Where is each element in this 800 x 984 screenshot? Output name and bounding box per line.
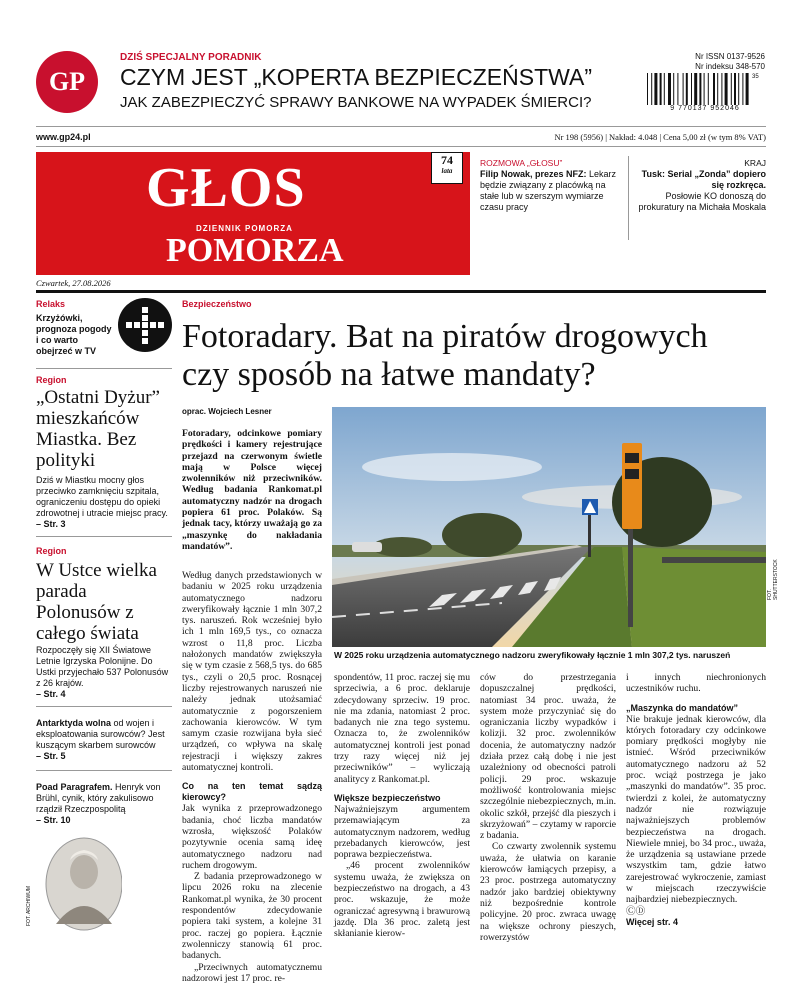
header-divider [36, 126, 766, 127]
item-paragraph[interactable]: Poad Paragrafem. Henryk von Brühl, cynik, który zakulisowo rządził Rzeczpospolitą – Str. 10 [36, 782, 161, 825]
anniversary-badge [431, 152, 463, 184]
region2-ref[interactable]: – Str. 4 [36, 689, 66, 699]
col1-subhead: Co na ten temat sądzą kierowcy? [182, 781, 322, 803]
sidebar-divider-3 [36, 706, 172, 707]
teaser-country-label: KRAJ [744, 158, 766, 168]
sidebar-divider-2 [36, 536, 172, 537]
article-col3: ców do przestrzegania dopuszczalnej prędkości, natomiast 34 proc. uważa, że system może przyczyniać się do ograniczania liczby wypadków i kolizji. 32 proc. zwolenników docenia, że automatyczny nadzór działa przez całą dobę i nie jest uzależniony od obecności patroli policji. 29 proc. wskazuje możliwość kontrolowania miejsc szczególnie niebezpiecznych, m.in. okolic szkół, przejść dla pieszych i skrzyżowań” – czytamy w raporcie z badania. Co czwarty zwolennik systemu uważa, że ułatwia on karanie kierowców łamiących przepisy, a 23 proc. postrzega automatyczny nadzór jako bardziej obiektywny niż bezpośrednie kontrole policyjne. 20 proc. zwraca uwagę na większe ochrony pieszych, rowerzystów [480, 672, 616, 943]
gp-logo[interactable]: GP [36, 51, 98, 113]
masthead-banner[interactable] [36, 152, 470, 275]
header-kicker: DZIŚ SPECJALNY PORADNIK [120, 52, 262, 63]
portrait-image [36, 836, 122, 932]
article-col2: spondentów, 11 proc. raczej się mu sprzeciwia, a 6 proc. deklaruje zdecydowany sprzeciw. 19 proc. nie ma zdania, natomiast 2 proc. badanych nie zna tego systemu. Oznacza to, że zwolenników automatycznej kontroli jest ponad trzy razy więcej niż jej przeciwników” – wyliczają analitycy z Rankomat.pl. Większe bezpieczeństwo Najważniejszym argumentem przemawiającym za automatycznym nadzorem, według przebadanych kierowców, jest poprawa bezpieczeństwa. „46 procent zwolenników systemu uważa, że zwiększa on bezpieczeństwo na drogach, a 43 proc. wskazuje, że może ograniczać agresywną i brawurową jazdę. Dla 36 proc. zaletą jest skłanianie kierow- [334, 672, 470, 940]
region2-label: Region [36, 546, 67, 556]
teaser-divider [628, 156, 629, 240]
teaser-country[interactable] [636, 158, 766, 213]
teaser-interview-lead: Filip Nowak, prezes NFZ: [480, 169, 587, 179]
relaks-text[interactable]: Krzyżówki, prognoza pogody i co warto obejrzeć w TV [36, 313, 112, 356]
index-number: Nr indeksu 348-570 [695, 62, 765, 71]
teaser-country-text: Posłowie KO donoszą do prokuratury na Michała Moskala [638, 191, 766, 212]
issue-date: Czwartek, 27.08.2026 [36, 278, 111, 288]
teaser-interview-text: Lekarz będzie związany z placówką na stałe lub w szerszym wymiarze czasu pracy [480, 169, 617, 212]
issn-number: Nr ISSN 0137-9526 [695, 52, 765, 61]
crossword-icon[interactable] [118, 298, 172, 352]
header-subhead: JAK ZABEZPIECZYĆ SPRAWY BANKOWE NA WYPADEK ŚMIERCI? [120, 94, 592, 111]
article-section: Bezpieczeństwo [182, 299, 252, 309]
masthead-title-bottom: POMORZA [166, 232, 344, 269]
article-title[interactable]: Fotoradary. Bat na piratów drogowych czy sposób na łatwe mandaty? [182, 318, 708, 393]
article-byline: oprac. Wojciech Lesner [182, 407, 272, 416]
photo-credit: FOT. SHUTTERSTOCK [767, 559, 779, 600]
website-link[interactable]: www.gp24.pl [36, 132, 91, 142]
region2-text: Rozpoczęły się XII Światowe Letnie Igrzyska Polonijne. Do Ustki przyjechało 537 Polonusów z 26 krajów. – Str. 4 [36, 645, 169, 699]
header-headline[interactable]: CZYM JEST „KOPERTA BEZPIECZEŃSTWA” [120, 64, 592, 90]
barcode-addon: 35 [752, 74, 759, 80]
photo-caption: W 2025 roku urządzenia automatycznego nadzoru zweryfikowały łącznie 1 mln 307,2 tys. naruszeń [334, 650, 731, 660]
article-sign: ⒸⒹ [626, 905, 646, 917]
anniversary-label: lata [441, 167, 453, 175]
issue-info: Nr 198 (5956) | Nakład: 4.048 | Cena 5,00 zł (w tym 8% VAT) [554, 132, 766, 142]
item-antarctica-ref[interactable]: – Str. 5 [36, 751, 66, 761]
sidebar-divider-1 [36, 368, 172, 369]
masthead-title-top: GŁOS [146, 157, 306, 219]
continued-ref[interactable]: Więcej str. 4 [626, 916, 678, 927]
issn-block [640, 52, 765, 72]
col4-subhead: „Maszynka do mandatów” [626, 702, 739, 713]
barcode [645, 73, 765, 113]
col2-subhead: Większe bezpieczeństwo [334, 792, 441, 803]
teaser-country-lead: Tusk: Serial „Zonda” dopiero się rozkręca. [641, 169, 766, 190]
teaser-interview-label: ROZMOWA „GŁOSU” [480, 158, 563, 168]
article-lead: Fotoradary, odcinkowe pomiary prędkości i kamery rejestrujące przejazd na czerwonym świetle mają w Polsce więcej zwolenników niż przeciwników. Według badania Rankomat.pl automatyczny nadzór na drogach popiera 61 proc. Polaków. Są jednak tacy, którzy uważają go za „maszynkę do nakładania mandatów”. [182, 428, 322, 552]
region1-ref[interactable]: – Str. 3 [36, 519, 66, 529]
article-col1: Według danych przedstawionych w badaniu w 2025 roku urządzenia automatycznego nadzoru zweryfikowały łącznie 1 mln 307,2 tys. naruszeń. Rok wcześniej było ich 1 mln 169,5 tys., co oznacza wzrost o 11,8 proc. Liczba nałożonych mandatów zwiększyła się w tym czasie z 568,5 tys. do 685 tys., czyli o 20,5 proc. Rosnącej liczby rejestrowanych naruszeń nie należy jednak utożsamiać automatycznie z pogorszeniem zachowania kierowców. W tym samym czasie rozwijana była sieć urządzeń, co wpływa na skalę rejestracji i większy zakres automatycznej kontroli. Co na ten temat sądzą kierowcy? Jak wynika z przeprowadzonego badania, choć liczba mandatów wzrosła, większość Polaków pozytywnie ocenia samą ideę automatycznego nadzoru nad ruchem drogowym. Z badania przeprowadzonego w lipcu 2026 roku na zlecenie Rankomat.pl wynika, że 30 procent respondentów zdecydowanie popiera taki system, a kolejne 31 proc. raczej go popiera. Łącznie zwolenniczy stanowią 61 proc. badanych. „Przeciwnych automatycznemu nadzorowi jest 17 proc. re- [182, 570, 322, 984]
article-photo[interactable] [332, 407, 766, 647]
region1-label: Region [36, 375, 67, 385]
region1-text: Dziś w Miastku mocny głos przeciwko zamknięciu szpitala, ograniczeniu dostępu do opieki zdrowotnej i utracie miejsc pracy. – Str. 3 [36, 475, 168, 529]
region1-headline[interactable]: „Ostatni Dyżur” mieszkańców Miastka. Bez polityki [36, 387, 160, 471]
relaks-label: Relaks [36, 299, 66, 309]
sidebar-divider-4 [36, 770, 172, 771]
region2-headline[interactable]: W Ustce wielka parada Polonusów z całego świata [36, 560, 157, 644]
article-col4: i innych niechronionych uczestników ruchu. „Maszynka do mandatów” Nie brakuje jednak kierowców, dla których fotoradary czy odcinkowe pomiary prędkości mogłyby nie istnieć. Wśród przeciwników automatycznego nadzoru aż 52 proc. wciąż postrzega je jako „maszynki do mandatów”. 35 proc. twierdzi z kolei, że automatyczny nadzór nie rozwiązuje najważniejszych problemów bezpieczeństwa na drogach. Niewiele mniej, bo 34 proc., uważa, że urządzenia są ustawiane przede wszystkim tam, gdzie łatwo zarejestrować wykroczenie, zamiast w miejscach rzeczywiście najbardziej niebezpiecznych. ⒸⒹ Więcej str. 4 [626, 672, 766, 927]
portrait-caption: FOT. ARCHIWUM [26, 886, 32, 926]
item-paragraph-ref[interactable]: – Str. 10 [36, 815, 71, 825]
masthead-divider [36, 290, 766, 293]
infobar-divider [36, 146, 766, 147]
masthead-subtitle: DZIENNIK POMORZA [196, 224, 293, 233]
teaser-interview[interactable] [480, 158, 620, 213]
barcode-digits: 9 770137 952046 [670, 105, 740, 112]
item-antarctica[interactable]: Antarktyda wolna od wojen i eksploatowania surowców? Jest kuszącym skarbem surowców – Str. 5 [36, 718, 165, 761]
anniversary-years: 74 [441, 153, 453, 167]
